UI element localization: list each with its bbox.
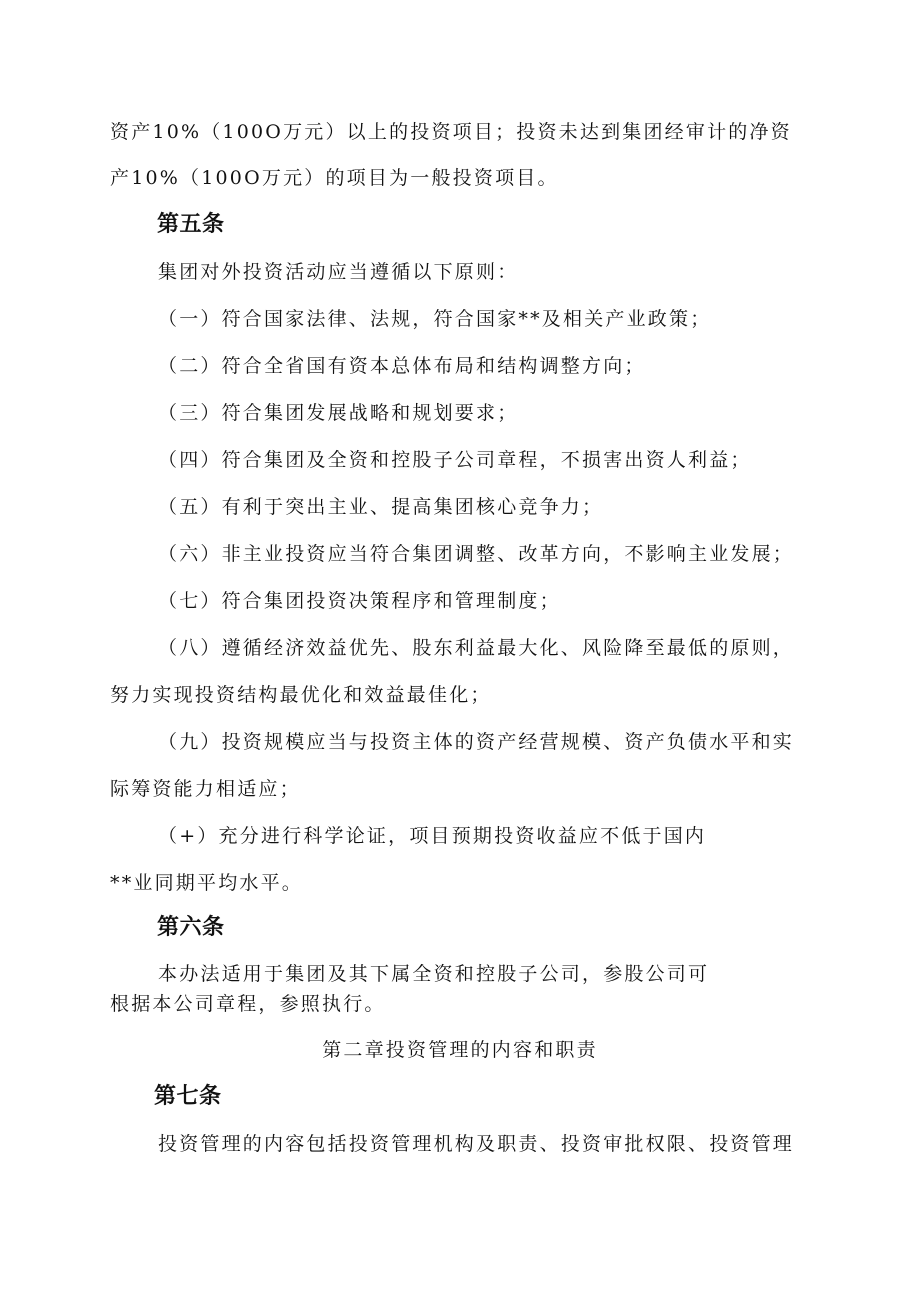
- list-item: （五）有利于突出主业、提高集团核心竞争力；: [158, 496, 604, 518]
- paragraph-line: 产10%（100O万元）的项目为一般投资项目。: [110, 167, 559, 189]
- list-item: （九）投资规模应当与投资主体的资产经营规模、资产负债水平和实: [158, 731, 795, 753]
- paragraph-line: 际筹资能力相适应；: [110, 778, 301, 800]
- article-heading: 第五条: [157, 212, 225, 237]
- list-item: （一）符合国家法律、法规，符合国家**及相关产业政策；: [158, 308, 712, 330]
- chapter-heading: 第二章投资管理的内容和职责: [322, 1039, 598, 1061]
- list-item: （三）符合集团发展战略和规划要求；: [158, 402, 519, 424]
- paragraph-line: 资产10%（100O万元）以上的投资项目；投资未达到集团经审计的净资: [110, 121, 792, 143]
- article-heading: 第七条: [154, 1084, 222, 1109]
- paragraph-line: 努力实现投资结构最优化和效益最佳化；: [110, 684, 492, 706]
- paragraph-line: 集团对外投资活动应当遵循以下原则：: [158, 261, 519, 283]
- list-item: （八）遵循经济效益优先、股东利益最大化、风险降至最低的原则，: [158, 637, 795, 659]
- paragraph-line: **业同期平均水平。: [110, 872, 304, 894]
- article-heading: 第六条: [157, 915, 225, 940]
- list-item: （七）符合集团投资决策程序和管理制度；: [158, 590, 561, 612]
- paragraph-line: 本办法适用于集团及其下属全资和控股子公司，参股公司可: [158, 963, 710, 985]
- list-item: （四）符合集团及全资和控股子公司章程，不损害出资人利益；: [158, 449, 752, 471]
- list-item: （二）符合全省国有资本总体布局和结构调整方向；: [158, 355, 646, 377]
- paragraph-line: 根据本公司章程，参照执行。: [110, 993, 386, 1015]
- list-item: （六）非主业投资应当符合集团调整、改革方向，不影响主业发展；: [158, 543, 795, 565]
- list-item: （+）充分进行科学论证，项目预期投资收益应不低于国内: [158, 825, 707, 847]
- paragraph-line: 投资管理的内容包括投资管理机构及职责、投资审批权限、投资管理: [158, 1133, 795, 1155]
